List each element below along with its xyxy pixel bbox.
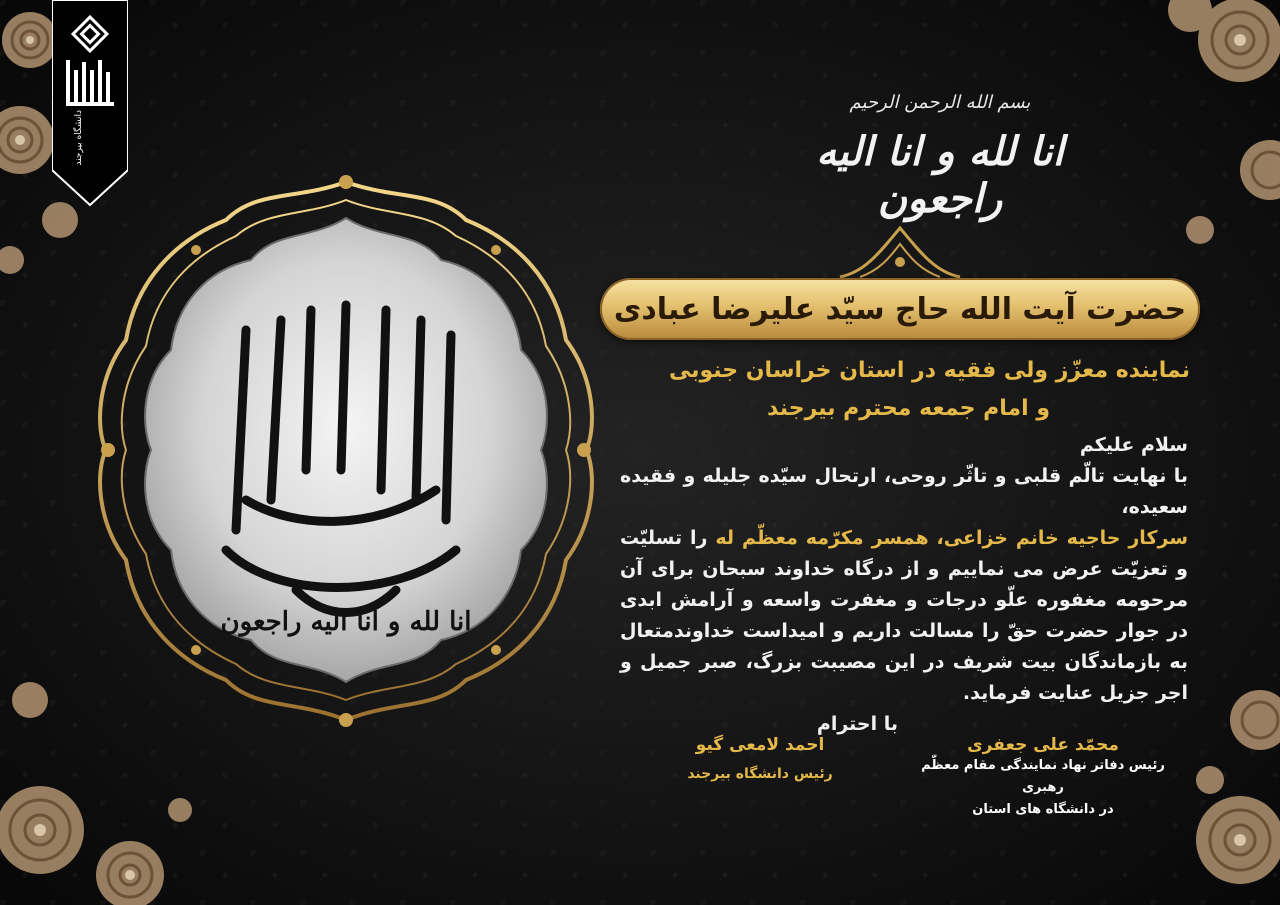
closing: با احترام: [816, 713, 898, 735]
subtitle-line-2: و امام جمعه محترم بیرجند: [767, 396, 1050, 421]
inna-lillah-text: انا لله و انا الیه راجعون: [816, 128, 1064, 222]
greeting: سلام علیکم: [1079, 434, 1188, 456]
ornament-divider-icon: [835, 222, 965, 280]
medallion-calligraphy: انا لله و انا الیه راجعون: [220, 607, 472, 637]
deceased-spouse-title: حضرت آیت الله حاج سیّد علیرضا عبادی: [613, 291, 1187, 327]
message-body: [620, 430, 1188, 740]
message-rest: را تسلیّت و تعزیّت عرض می نماییم و از درگاه خداوند سبحان برای آن مرحومه مغفوره علّو درجات و مغفرت واسعه و آرامش ابدی در جوار حضرت حقّ را مسالت داریم و امیداست خداوندمتعال به بازماندگان بیت شریف در این مصیبت بزرگ، صبر جمیل و اجر جزیل عنایت فرماید.: [620, 527, 1188, 704]
logo-caption: دانشگاه بیرجند: [74, 110, 84, 166]
signature-2: [660, 735, 860, 785]
signer-1-title-1: رئیس دفاتر نهاد نمایندگی مقام معظّم رهبری: [921, 758, 1165, 795]
signer-1-title-2: در دانشگاه های استان: [972, 802, 1114, 817]
subtitle-line-1: نماینده معزّز ولی فقیه در استان خراسان جنوبی: [668, 358, 1190, 383]
message-paragraph-1: با نهایت تالّم قلبی و تاثّر روحی، ارتحال سیّده جلیله و فقیده سعیده،: [620, 465, 1188, 518]
name-banner: [600, 278, 1200, 340]
signer-2-title: رئیس دانشگاه بیرجند: [687, 766, 833, 782]
message-paragraph-2: [620, 523, 1188, 709]
signer-1-name: محمّد علی جعفری: [967, 735, 1119, 755]
calligraphy-medallion: [96, 170, 596, 730]
signature-1: [918, 735, 1168, 821]
bismillah-text: بسم الله الرحمن الرحیم: [849, 92, 1031, 113]
signer-2-name: احمد لامعی گیو: [695, 735, 825, 755]
message-highlight: سرکار حاجیه خانم خزاعی، همسر مکرّمه معظّم له: [715, 527, 1188, 549]
